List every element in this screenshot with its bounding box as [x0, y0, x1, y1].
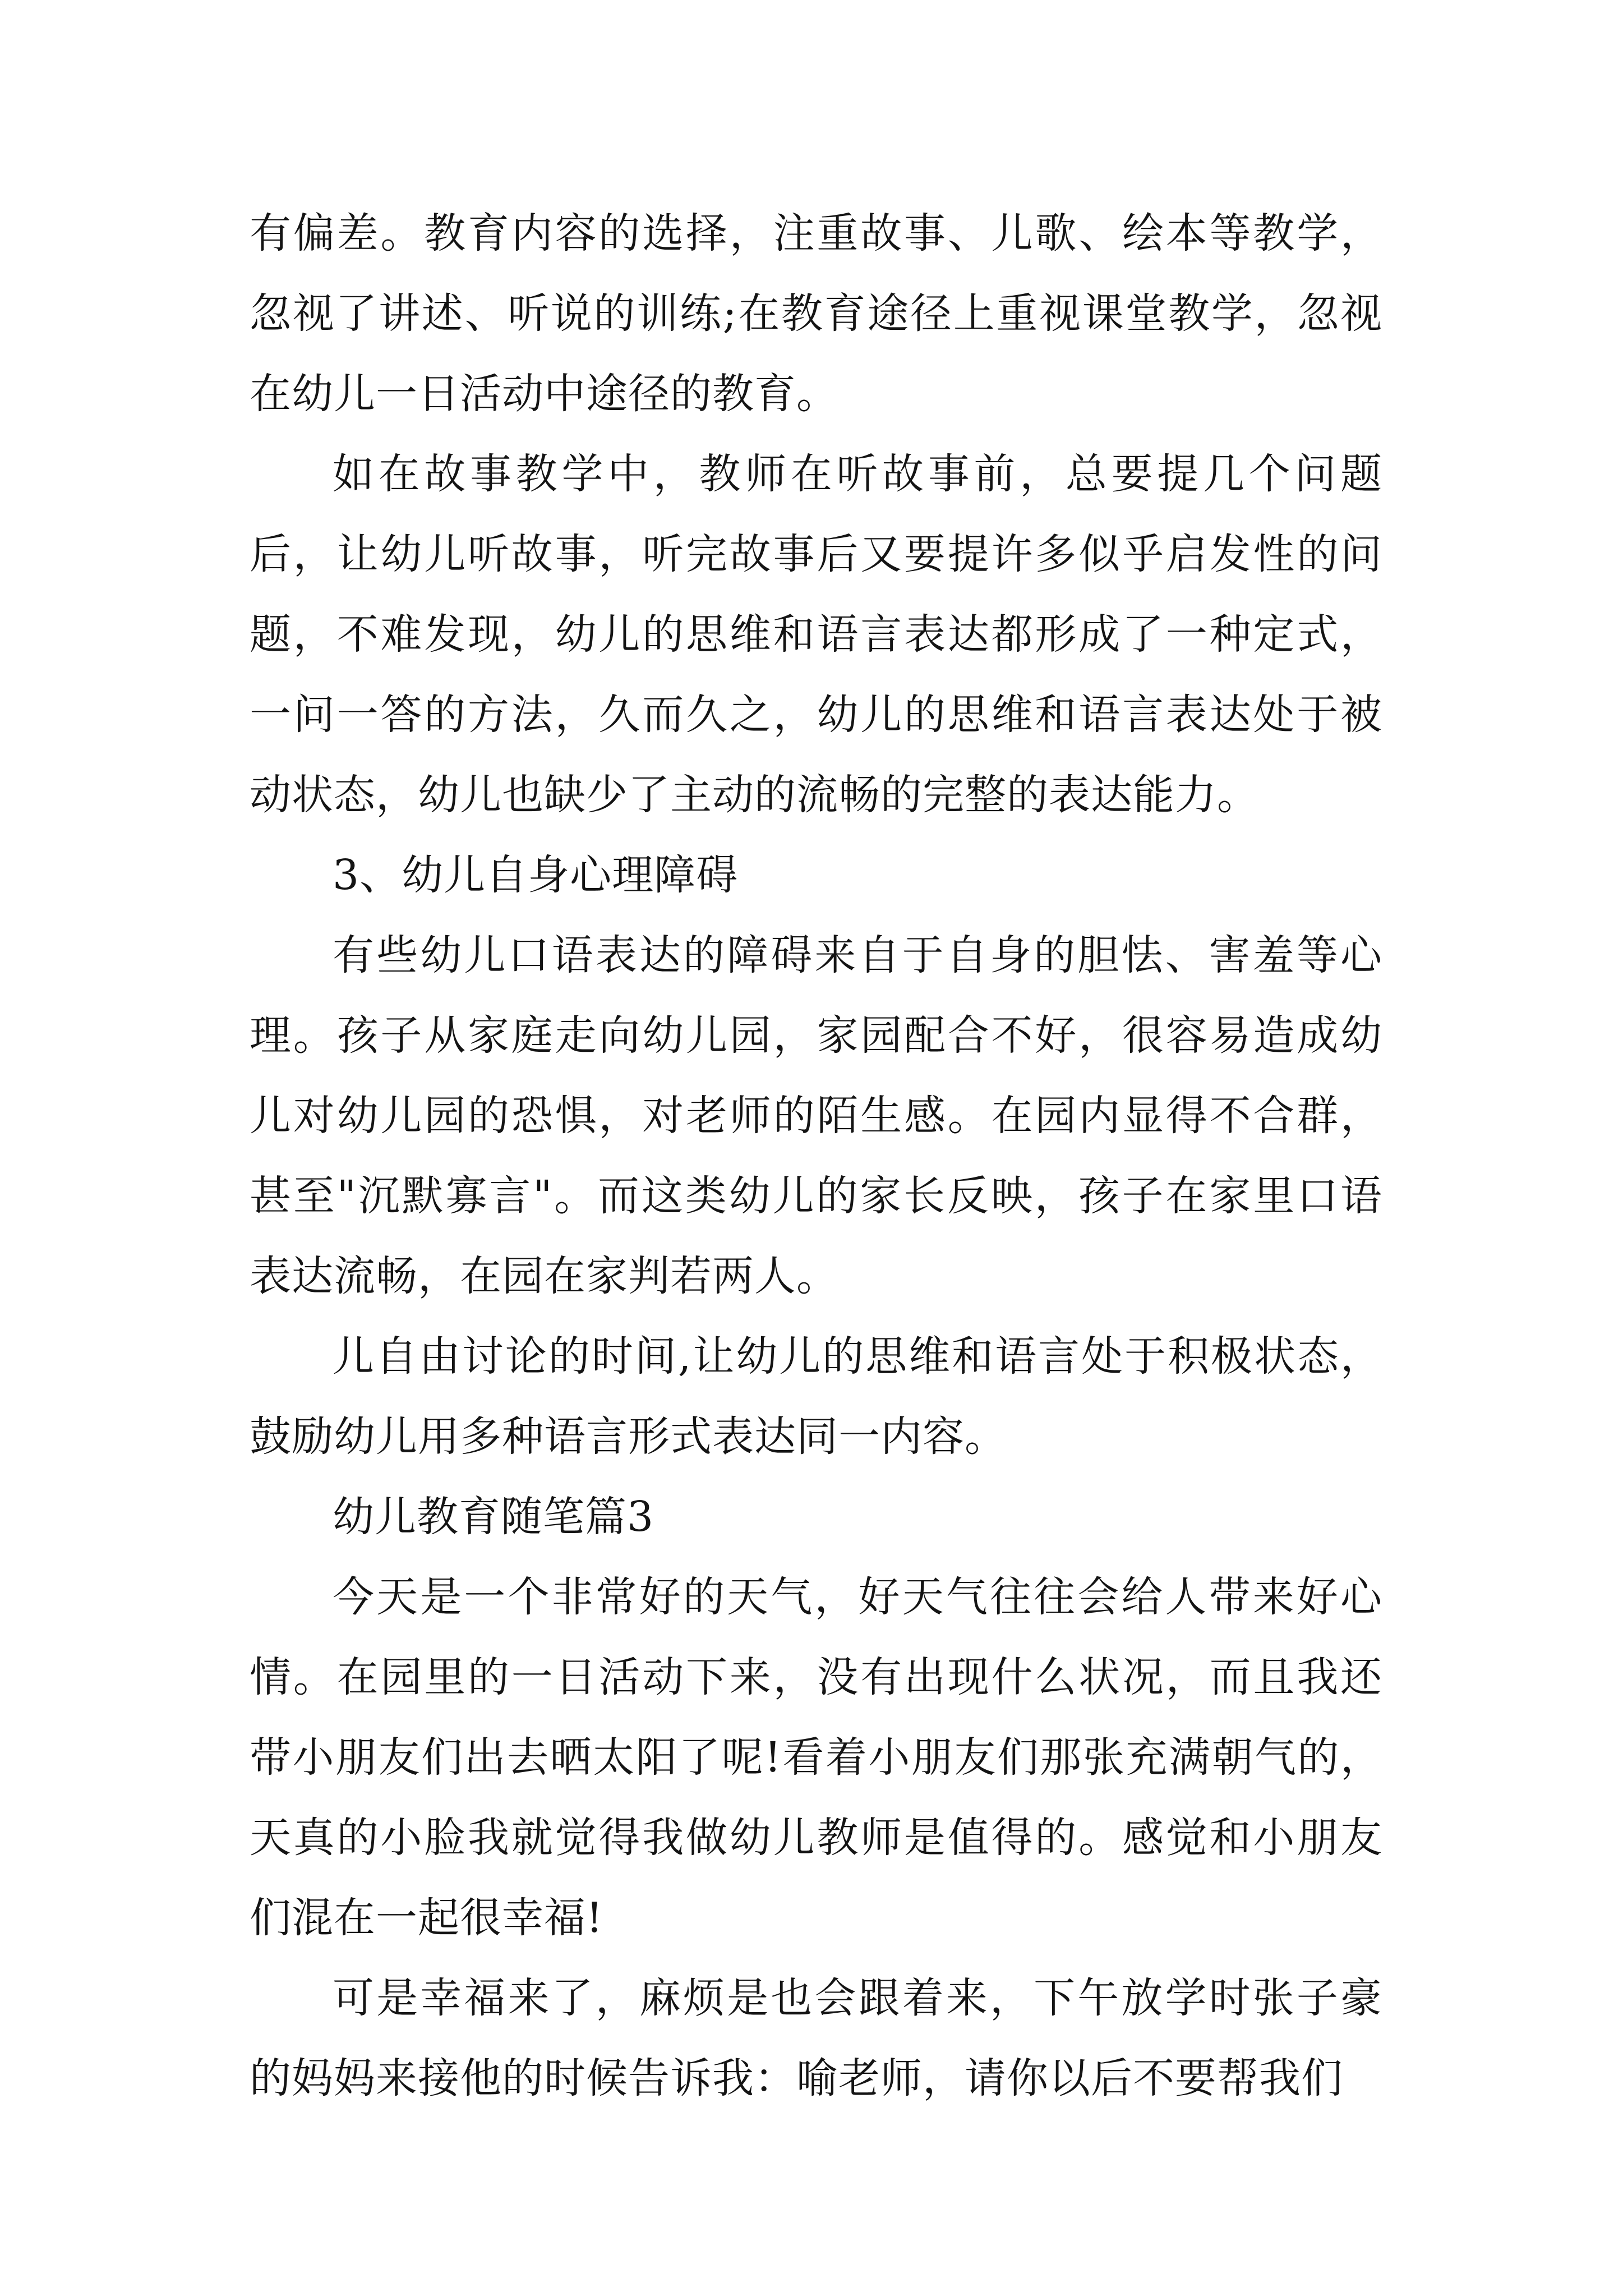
paragraph-1: 有偏差。教育内容的选择，注重故事、儿歌、绘本等教学，忽视了讲述、听说的训练;在教育途径上重视课堂教学，忽视在幼儿一日活动中途径的教育。 — [250, 209, 1382, 418]
paragraph-3: 有些幼儿口语表达的障碍来自于自身的胆怯、害羞等心理。孩子从家庭走向幼儿园，家园配合不好，很容易造成幼儿对幼儿园的恐惧，对老师的陌生感。在园内显得不合群，甚至"沉默寡言"。而这类幼儿的家长反映，孩子在家里口语表达流畅，在园在家判若两人。 — [250, 931, 1382, 1300]
paragraph-5: 今天是一个非常好的天气，好天气往往会给人带来好心情。在园里的一日活动下来，没有出现什么状况，而且我还带小朋友们出去晒太阳了呢!看着小朋友们那张充满朝气的，天真的小脸我就觉得我做幼儿教师是值得的。感觉和小朋友们混在一起很幸福! — [250, 1573, 1382, 1942]
section-heading-essay-3: 幼儿教育随笔篇3 — [333, 1493, 654, 1541]
paragraph-2: 如在故事教学中，教师在听故事前，总要提几个问题后，让幼儿听故事，听完故事后又要提许多似乎启发性的问题，不难发现，幼儿的思维和语言表达都形成了一种定式，一问一答的方法，久而久之，幼儿的思维和语言表达处于被动状态，幼儿也缺少了主动的流畅的完整的表达能力。 — [250, 450, 1382, 819]
section-heading-psychological-barriers: 3、幼儿自身心理障碍 — [333, 851, 739, 899]
document-body — [250, 194, 1382, 2119]
paragraph-6: 可是幸福来了，麻烦是也会跟着来，下午放学时张子豪的妈妈来接他的时候告诉我：喻老师，请你以后不要帮我们 — [250, 1974, 1382, 2102]
paragraph-4: 儿自由讨论的时间,让幼儿的思维和语言处于积极状态，鼓励幼儿用多种语言形式表达同一内容。 — [250, 1332, 1382, 1461]
